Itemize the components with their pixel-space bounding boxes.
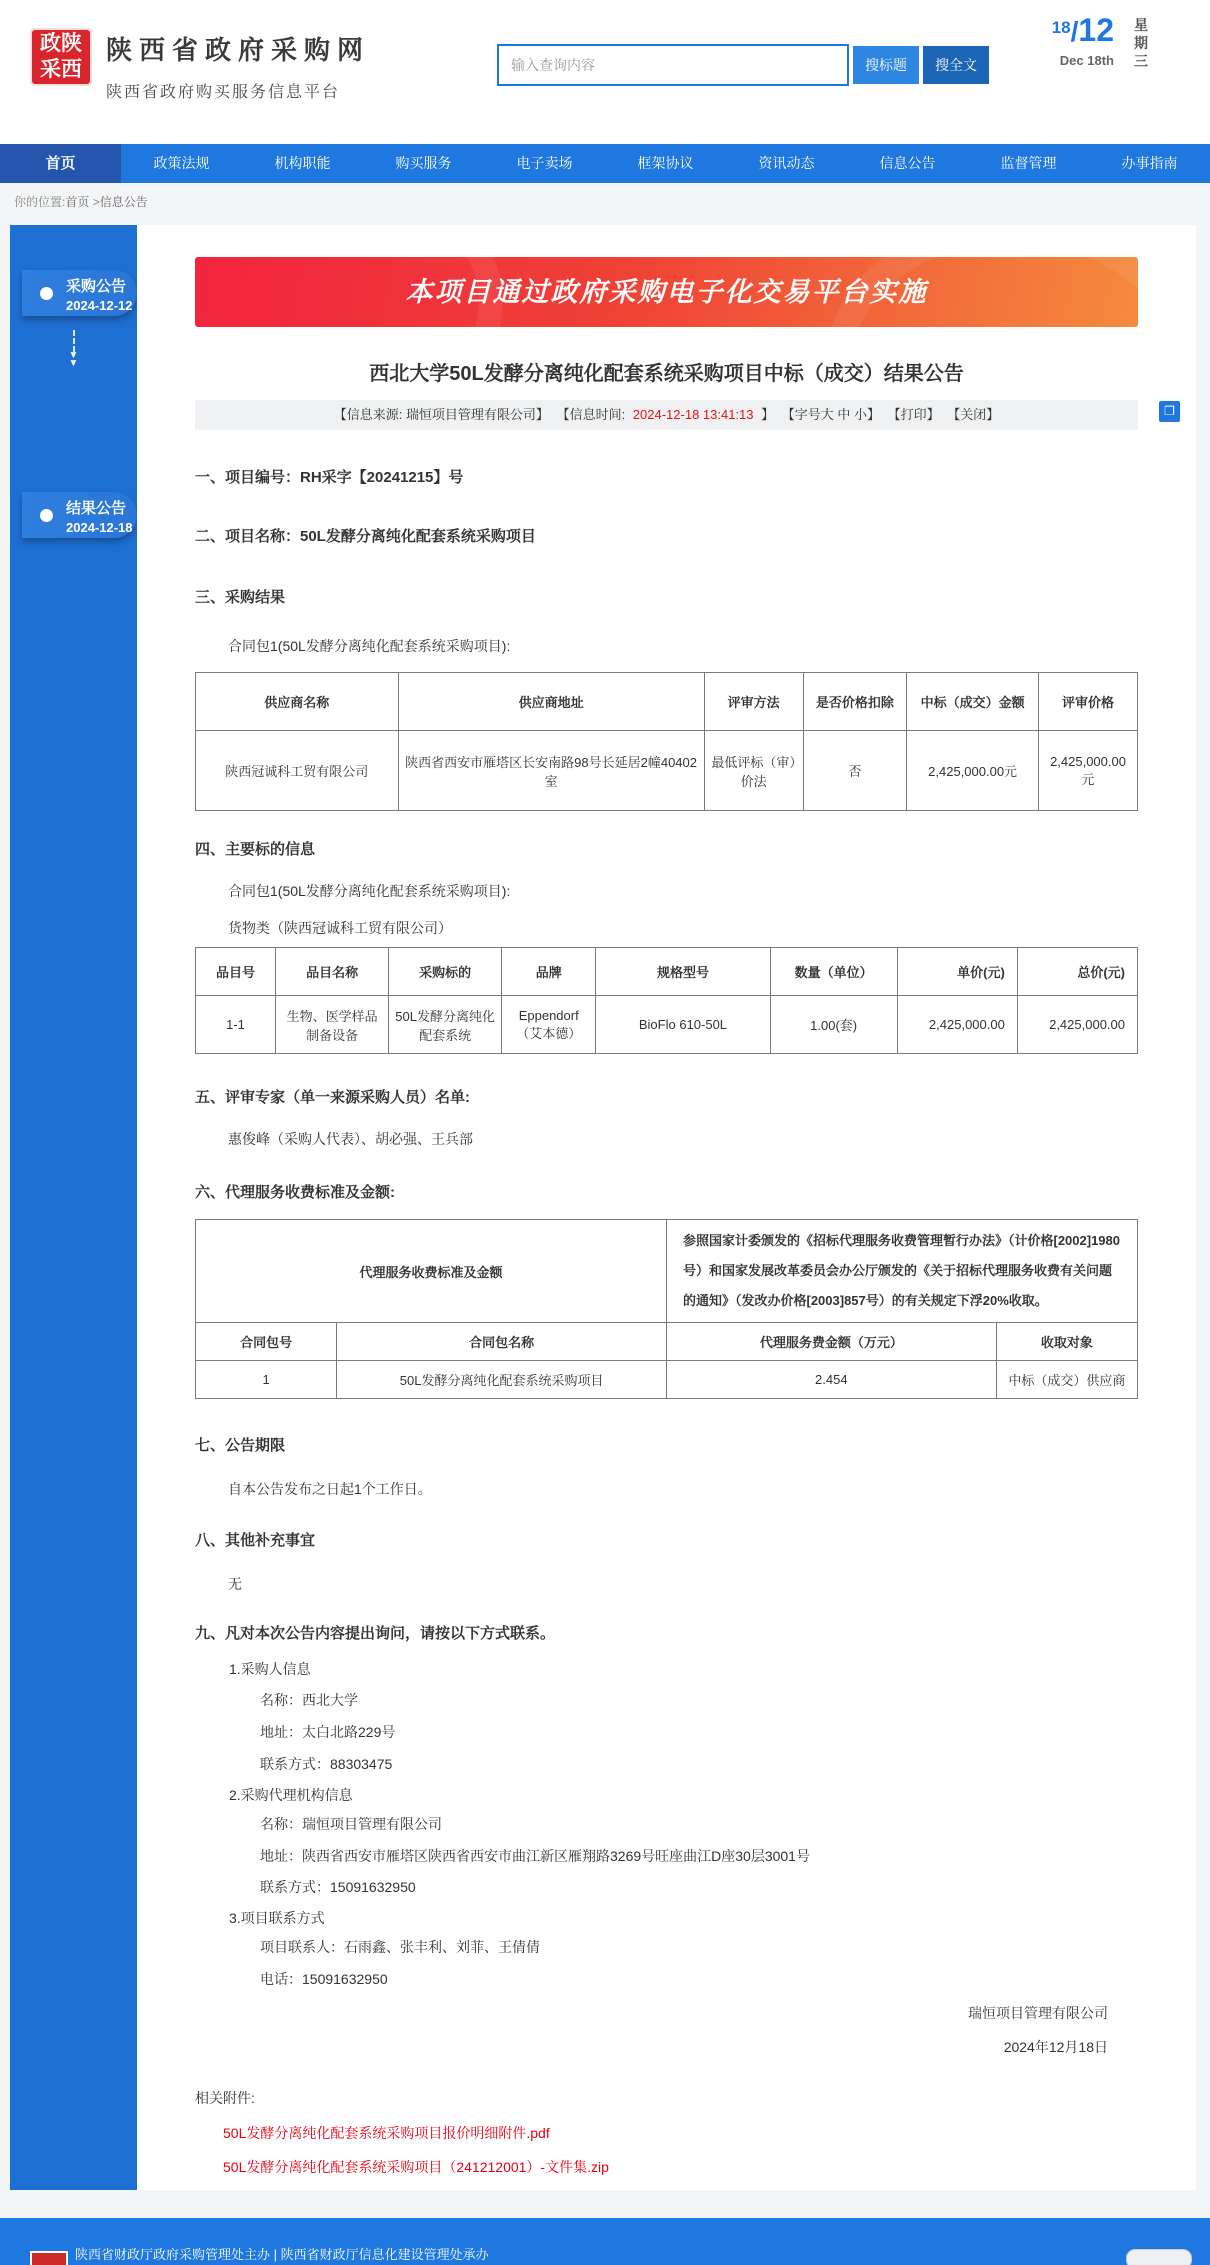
col-quantity: 数量（单位） (770, 948, 897, 996)
timeline-dot (40, 287, 53, 300)
footer-logo (30, 2251, 68, 2265)
nav-purchase-service[interactable]: 购买服务 (395, 155, 452, 171)
cell-unit-price: 2,425,000.00 (897, 996, 1017, 1054)
banner-text: 本项目通过政府采购电子化交易平台实施 (405, 277, 928, 307)
section-4-intro2: 货物类（陕西冠诚科工贸有限公司） (228, 920, 452, 936)
section-2-heading: 二、项目名称：50L发酵分离纯化配套系统采购项目 (195, 528, 536, 545)
timeline-date: 2024-12-12 (66, 298, 133, 313)
site-subtitle: 陕西省政府购买服务信息平台 (106, 84, 341, 101)
result-table-header-row (196, 673, 1138, 731)
agency-fee-policy-row (196, 1220, 1138, 1323)
section-3-intro: 合同包1(50L发酵分离纯化配套系统采购项目): (228, 638, 511, 654)
meta-time-suffix: 】 (757, 407, 775, 422)
main-nav (0, 144, 1210, 183)
nav-home[interactable]: 首页 (0, 144, 121, 183)
site-title-block (106, 30, 370, 102)
logo-row1: 政陕 (40, 32, 82, 55)
project-contact-phone: 电话：15091632950 (260, 1971, 388, 1987)
col-model: 规格型号 (596, 948, 770, 996)
subject-table (195, 947, 1138, 1054)
breadcrumb-current[interactable]: 信息公告 (99, 195, 148, 209)
timeline-sidebar (10, 225, 137, 2190)
col-review-price: 评审价格 (1039, 673, 1138, 731)
cell-review-method: 最低评标（审）价法 (704, 731, 803, 811)
meta-source: 【信息来源: 瑞恒项目管理有限公司】 (333, 407, 549, 422)
main-area (0, 183, 1210, 2218)
col-package-no: 合同包号 (196, 1323, 337, 1361)
breadcrumb-prefix: 你的位置: (14, 195, 66, 209)
cell-fee-amount: 2.454 (666, 1361, 996, 1399)
subject-table-header-row (196, 948, 1138, 996)
nav-policy[interactable]: 政策法规 (153, 155, 210, 171)
buyer-info-title: 1.采购人信息 (229, 1661, 311, 1677)
timeline-dot (40, 509, 53, 522)
cell-award-amount: 2,425,000.00元 (907, 731, 1039, 811)
cell-total-price: 2,425,000.00 (1017, 996, 1137, 1054)
col-supplier-address: 供应商地址 (398, 673, 704, 731)
cell-procurement-subject: 50L发酵分离纯化配套系统 (389, 996, 502, 1054)
font-size-control[interactable]: 【字号大 中 小】 (781, 407, 880, 422)
cell-supplier-name: 陕西冠诚科工贸有限公司 (196, 731, 399, 811)
date-english: Dec 18th (1059, 53, 1114, 68)
cell-fee-policy: 参照国家计委颁发的《招标代理服务收费管理暂行办法》（计价格[2002]1980号）和国家发展改革委员会办公厅颁发的《关于招标代理服务收费有关问题的通知》（发改办价格[2003]857号）的有关规定下浮20%收取。 (666, 1220, 1137, 1323)
date-block (1018, 12, 1114, 68)
nav-news[interactable]: 资讯动态 (758, 155, 815, 171)
section-4-intro1: 合同包1(50L发酵分离纯化配套系统采购项目): (228, 883, 511, 899)
article-meta-bar (195, 400, 1138, 430)
agency-info-title: 2.采购代理机构信息 (229, 1787, 353, 1803)
footer-button[interactable] (1126, 2249, 1192, 2265)
weekday-label: 星期三 (1134, 17, 1148, 69)
cell-fee-label: 代理服务收费标准及金额 (196, 1220, 667, 1323)
section-8-heading: 八、其他补充事宜 (195, 1532, 316, 1549)
col-fee-amount: 代理服务费金额（万元） (666, 1323, 996, 1361)
buyer-contact: 联系方式：88303475 (260, 1756, 393, 1772)
cell-price-deduction: 否 (803, 731, 907, 811)
col-item-no: 品目号 (196, 948, 276, 996)
section-5-body: 惠俊峰（采购人代表）、胡必强、王兵部 (228, 1131, 473, 1147)
col-package-name: 合同包名称 (337, 1323, 667, 1361)
cell-item-name: 生物、医学样品制备设备 (276, 996, 389, 1054)
agency-fee-row (196, 1361, 1138, 1399)
cell-package-name: 50L发酵分离纯化配套系统采购项目 (337, 1361, 667, 1399)
project-contact-title: 3.项目联系方式 (229, 1910, 325, 1926)
col-supplier-name: 供应商名称 (196, 673, 399, 731)
meta-time-value: 2024-12-18 13:41:13 (632, 407, 754, 422)
col-total-price: 总价(元) (1017, 948, 1137, 996)
page-title: 西北大学50L发酵分离纯化配套系统采购项目中标（成交）结果公告 (369, 363, 964, 385)
site-title: 陕西省政府采购网 (106, 35, 371, 65)
cell-supplier-address: 陕西省西安市雁塔区长安南路98号长延居2幢40402室 (398, 731, 704, 811)
agency-fee-header-row (196, 1323, 1138, 1361)
cell-fee-payer: 中标（成交）供应商 (996, 1361, 1137, 1399)
logo-row2: 采西 (40, 58, 82, 81)
result-table (195, 672, 1138, 811)
platform-banner (195, 257, 1138, 327)
attachment-link-zip[interactable]: 50L发酵分离纯化配套系统采购项目（241212001）-文件集.zip (223, 2159, 609, 2175)
breadcrumb-separator: > (89, 195, 100, 209)
col-fee-payer: 收取对象 (996, 1323, 1137, 1361)
footer-text: 陕西省财政厅政府采购管理处主办 | 陕西省财政厅信息化建设管理处承办 (75, 2247, 489, 2262)
search-fulltext-button[interactable]: 搜全文 (923, 46, 989, 84)
section-7-heading: 七、公告期限 (195, 1437, 286, 1454)
col-unit-price: 单价(元) (897, 948, 1017, 996)
nav-guide[interactable]: 办事指南 (1121, 155, 1178, 171)
col-review-method: 评审方法 (704, 673, 803, 731)
timeline-title: 采购公告 (66, 278, 127, 295)
meta-time-prefix: 【信息时间: (556, 407, 629, 422)
section-8-body: 无 (228, 1576, 242, 1592)
section-6-heading: 六、代理服务收费标准及金额: (195, 1184, 395, 1201)
col-item-name: 品目名称 (276, 948, 389, 996)
section-4-heading: 四、主要标的信息 (195, 841, 316, 858)
timeline-arrow-down-icon: ▼ ▼ (67, 330, 81, 368)
attachments-label: 相关附件: (195, 2090, 255, 2106)
search-title-button[interactable]: 搜标题 (853, 46, 919, 84)
nav-framework-agreement[interactable]: 框架协议 (637, 155, 694, 171)
article-card (137, 225, 1196, 2190)
section-7-body: 自本公告发布之日起1个工作日。 (228, 1481, 432, 1497)
attachment-link-pdf[interactable]: 50L发酵分离纯化配套系统采购项目报价明细附件.pdf (223, 2125, 550, 2141)
buyer-name: 名称：西北大学 (260, 1692, 358, 1708)
breadcrumb (0, 183, 1210, 210)
nav-supervision[interactable]: 监督管理 (1000, 155, 1057, 171)
section-3-heading: 三、采购结果 (195, 589, 286, 606)
breadcrumb-home-link[interactable]: 首页 (65, 195, 90, 209)
date-numeric: 18/12 (1051, 12, 1114, 48)
signature-org: 瑞恒项目管理有限公司 (968, 2005, 1108, 2021)
cell-quantity: 1.00(套) (770, 996, 897, 1054)
timeline-item-result-notice[interactable] (22, 492, 137, 538)
agency-address: 地址：陕西省西安市雁塔区陕西省西安市曲江新区雁翔路3269号旺座曲江D座30层3001号 (260, 1848, 810, 1864)
timeline-title: 结果公告 (66, 500, 127, 517)
site-header (0, 0, 1210, 144)
cell-package-no: 1 (196, 1361, 337, 1399)
agency-contact: 联系方式：15091632950 (260, 1879, 416, 1895)
timeline-item-procurement-notice[interactable] (22, 270, 137, 316)
col-procurement-subject: 采购标的 (389, 948, 502, 996)
section-1-heading: 一、项目编号：RH采字【20241215】号 (195, 469, 464, 486)
cell-item-no: 1-1 (196, 996, 276, 1054)
cell-model: BioFlo 610-50L (596, 996, 770, 1054)
print-button[interactable]: 【打印】 (887, 407, 940, 422)
cell-review-price: 2,425,000.00元 (1039, 731, 1138, 811)
close-button[interactable]: 【关闭】 (947, 407, 1000, 422)
timeline-date: 2024-12-18 (66, 520, 133, 535)
share-icon[interactable]: ❐ (1159, 401, 1180, 422)
section-9-heading: 九、凡对本次公告内容提出询问，请按以下方式联系。 (195, 1625, 556, 1642)
site-footer (0, 2218, 1210, 2265)
section-5-heading: 五、评审专家（单一来源采购人员）名单: (195, 1089, 470, 1106)
col-brand: 品牌 (502, 948, 596, 996)
site-logo[interactable] (30, 28, 92, 86)
col-price-deduction: 是否价格扣除 (803, 673, 907, 731)
buyer-address: 地址：太白北路229号 (260, 1724, 396, 1740)
result-table-row (196, 731, 1138, 811)
cell-brand: Eppendorf（艾本德） (502, 996, 596, 1054)
signature-date: 2024年12月18日 (1003, 2039, 1108, 2055)
agency-name: 名称：瑞恒项目管理有限公司 (260, 1816, 442, 1832)
nav-organization[interactable]: 机构职能 (274, 155, 331, 171)
search-input[interactable] (497, 44, 849, 86)
nav-announcements[interactable]: 信息公告 (879, 155, 936, 171)
nav-e-mall[interactable]: 电子卖场 (516, 155, 573, 171)
project-contact-persons: 项目联系人：石雨鑫、张丰利、刘菲、王倩倩 (260, 1939, 540, 1955)
subject-table-row (196, 996, 1138, 1054)
search-bar (497, 44, 989, 86)
col-award-amount: 中标（成交）金额 (907, 673, 1039, 731)
agency-fee-table (195, 1219, 1138, 1399)
